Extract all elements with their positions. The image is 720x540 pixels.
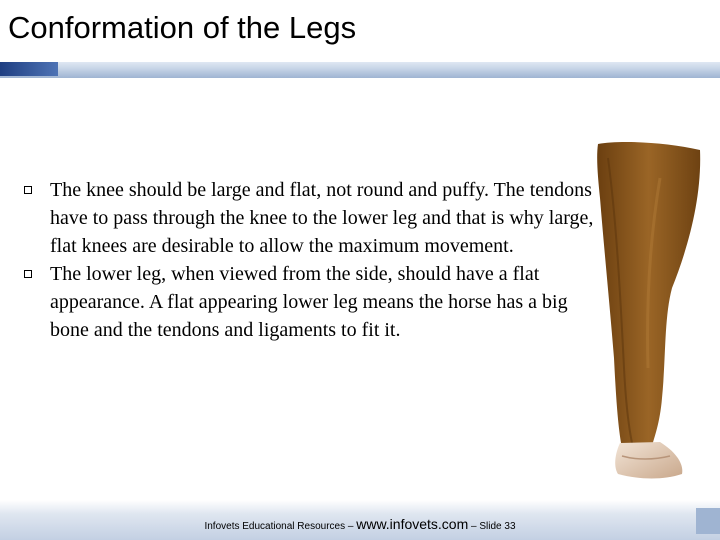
bullet-item [50,260,610,344]
square-bullet-icon [24,186,32,194]
footer-prefix: Infovets Educational Resources – [204,521,357,532]
title-underline-bar [0,60,720,78]
horse-leg-image [590,138,720,483]
title-bar-accent [0,62,58,76]
bullet-text: The lower leg, when viewed from the side, should have a flat appearance. A flat appearing lower leg means the horse has a big bone and the tendons and ligaments to fit it. [50,263,568,341]
bullet-item [50,176,610,260]
square-bullet-icon [24,270,32,278]
footer-suffix: – Slide 33 [468,521,516,532]
bullet-list [50,176,610,344]
footer [0,516,720,532]
bullet-text: The knee should be large and flat, not round and puffy. The tendons have to pass through the knee to the lower leg and that is why large, flat knees are desirable to allow the maximum movement. [50,179,594,257]
title-bar-highlight [0,60,720,62]
slide-title: Conformation of the Legs [8,10,357,45]
footer-url-link[interactable]: www.infovets.com [356,516,469,532]
